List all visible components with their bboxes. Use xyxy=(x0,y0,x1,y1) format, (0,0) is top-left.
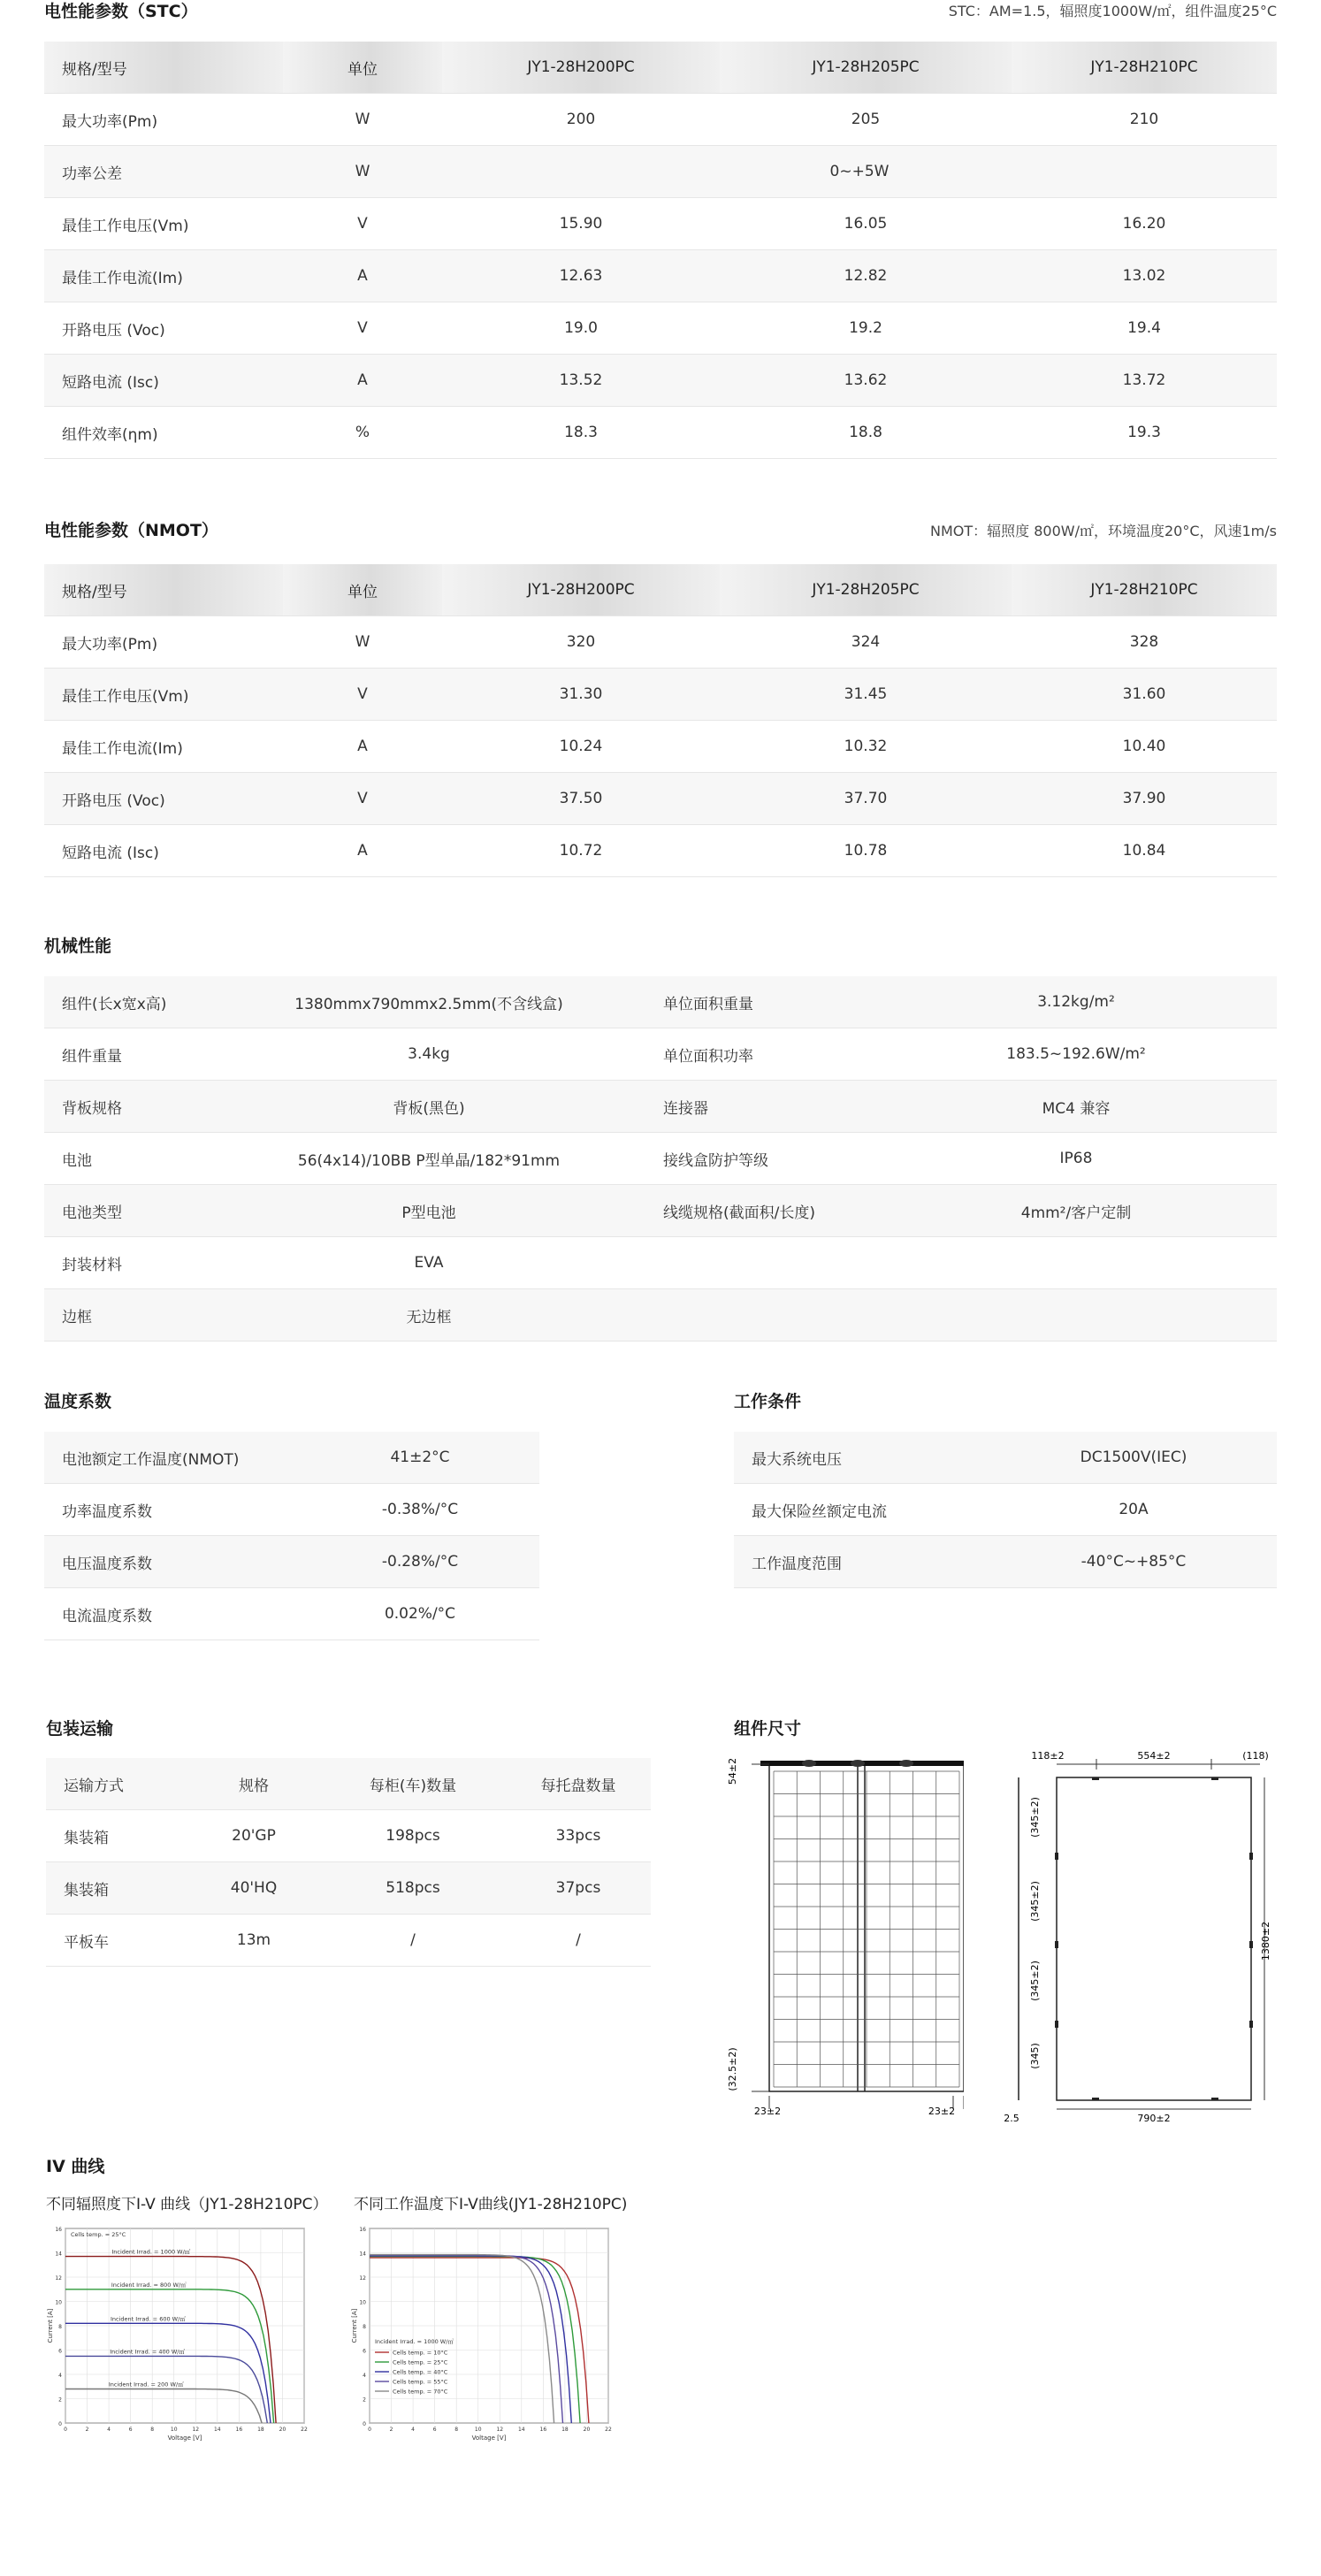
y-tick-label: 12 xyxy=(55,2275,62,2282)
table-cell: 10.84 xyxy=(1012,825,1277,877)
table-cell: 19.2 xyxy=(720,302,1012,355)
x-axis-label: Voltage [V] xyxy=(167,2435,202,2442)
x-tick-label: 4 xyxy=(107,2427,111,2433)
y-tick-label: 8 xyxy=(58,2324,62,2330)
table-row xyxy=(44,1432,539,1484)
table-cell: 16.05 xyxy=(720,198,1012,250)
table-row xyxy=(44,94,1277,146)
table-cell: 10.78 xyxy=(720,825,1012,877)
table-cell: / xyxy=(506,1915,651,1967)
table-cell: 20'GP xyxy=(187,1810,320,1862)
table-row xyxy=(44,721,1277,773)
y-tick-label: 10 xyxy=(55,2299,62,2306)
table-cell: / xyxy=(320,1915,506,1967)
table-cell: 200 xyxy=(442,94,720,146)
table-cell: 37.50 xyxy=(442,773,720,825)
table-row xyxy=(44,976,1277,1028)
table-cell: V xyxy=(283,669,442,721)
junction-box xyxy=(802,1760,816,1767)
table-row xyxy=(44,616,1277,669)
dim-bottom-left: 23±2 xyxy=(753,2106,782,2117)
stc-header-model-1: JY1-28H200PC xyxy=(442,42,720,94)
table-cell: 0.02%/°C xyxy=(301,1588,539,1640)
cell-grid xyxy=(774,1771,959,2087)
table-cell: 37.90 xyxy=(1012,773,1277,825)
table-cell: 封装材料 xyxy=(44,1237,212,1289)
y-tick-label: 2 xyxy=(363,2396,366,2404)
x-tick-label: 4 xyxy=(411,2427,416,2433)
table-cell: 10.32 xyxy=(720,721,1012,773)
table-cell: V xyxy=(283,198,442,250)
table-cell: 电流温度系数 xyxy=(44,1588,301,1640)
table-row xyxy=(46,1862,651,1915)
stc-title: 电性能参数（STC） xyxy=(44,2,198,21)
x-tick-label: 20 xyxy=(583,2427,591,2433)
stc-header-spec: 规格/型号 xyxy=(44,42,283,94)
table-cell: 56(4x14)/10BB P型单晶/182*91mm xyxy=(212,1133,645,1185)
table-cell: W xyxy=(283,146,442,198)
junction-box xyxy=(899,1760,913,1767)
x-tick-label: 14 xyxy=(213,2427,221,2433)
x-tick-label: 8 xyxy=(150,2427,155,2433)
table-cell: 324 xyxy=(720,616,1012,669)
dim-v4: (345) xyxy=(1029,2043,1041,2069)
dim-thickness: 2.5 xyxy=(1004,2113,1019,2124)
table-cell: 连接器 xyxy=(645,1081,875,1133)
x-axis-label: Voltage [V] xyxy=(471,2435,507,2442)
table-cell: 18.8 xyxy=(720,407,1012,459)
table-cell: 13.72 xyxy=(1012,355,1277,407)
chart-annotation: Incident Irrad. = 1000 W/㎡ xyxy=(375,2338,454,2345)
table-cell: 3.12kg/m² xyxy=(875,976,1277,1028)
table-cell: 最大功率(Pm) xyxy=(44,94,283,146)
table-cell: MC4 兼容 xyxy=(875,1081,1277,1133)
table-cell: 10.72 xyxy=(442,825,720,877)
dims-title: 组件尺寸 xyxy=(734,1719,802,1739)
table-cell: 12.82 xyxy=(720,250,1012,302)
x-tick-label: 6 xyxy=(128,2427,133,2433)
table-cell: % xyxy=(283,407,442,459)
table-row xyxy=(44,146,1277,198)
pack-header-method: 运输方式 xyxy=(46,1758,187,1810)
table-cell: 518pcs xyxy=(320,1862,506,1915)
series-label: Incident Irrad. = 400 W/㎡ xyxy=(110,2348,186,2356)
module-front-drawing xyxy=(725,1747,964,2118)
x-tick-label: 12 xyxy=(496,2427,504,2433)
table-cell: 边框 xyxy=(44,1289,212,1342)
legend-entry: Cells temp. = 70°C xyxy=(393,2388,448,2396)
table-row xyxy=(734,1484,1277,1536)
table-cell: 40'HQ xyxy=(187,1862,320,1915)
pack-table xyxy=(46,1758,651,1967)
nmot-header-model-2: JY1-28H205PC xyxy=(720,564,1012,616)
junction-box xyxy=(851,1760,865,1767)
table-cell: 开路电压 (Voc) xyxy=(44,302,283,355)
dim-top-right: (118) xyxy=(1242,1750,1269,1762)
table-cell: 单位面积重量 xyxy=(645,976,875,1028)
table-cell: 组件(长x宽x高) xyxy=(44,976,212,1028)
table-row xyxy=(46,1915,651,1967)
table-cell: 37.70 xyxy=(720,773,1012,825)
table-cell: IP68 xyxy=(875,1133,1277,1185)
table-row xyxy=(734,1432,1277,1484)
table-cell xyxy=(645,1289,875,1342)
table-cell: 集装箱 xyxy=(46,1810,187,1862)
table-cell: 13m xyxy=(187,1915,320,1967)
iv-chart-temperature xyxy=(350,2220,633,2458)
y-tick-label: 2 xyxy=(58,2396,62,2404)
table-cell: 电压温度系数 xyxy=(44,1536,301,1588)
table-cell: 电池类型 xyxy=(44,1185,212,1237)
chart2-title: 不同工作温度下I-V曲线(JY1-28H210PC) xyxy=(354,2196,628,2213)
table-cell: DC1500V(IEC) xyxy=(990,1432,1277,1484)
table-cell: -0.38%/°C xyxy=(301,1484,539,1536)
stc-header-model-2: JY1-28H205PC xyxy=(720,42,1012,94)
x-tick-label: 14 xyxy=(517,2427,525,2433)
table-cell: 198pcs xyxy=(320,1810,506,1862)
table-cell: 背板规格 xyxy=(44,1081,212,1133)
table-row xyxy=(44,198,1277,250)
y-tick-label: 6 xyxy=(363,2348,366,2355)
dim-v3: (345±2) xyxy=(1029,1961,1041,2001)
table-cell: 接线盒防护等级 xyxy=(645,1133,875,1185)
pack-header-row xyxy=(46,1758,651,1810)
table-cell xyxy=(875,1289,1277,1342)
nmot-header-row xyxy=(44,564,1277,616)
table-cell: 13.52 xyxy=(442,355,720,407)
table-cell: 最大保险丝额定电流 xyxy=(734,1484,990,1536)
table-row xyxy=(44,355,1277,407)
series-label: Incident Irrad. = 200 W/㎡ xyxy=(108,2381,184,2389)
table-cell xyxy=(645,1237,875,1289)
stc-table xyxy=(44,42,1277,459)
table-cell: 320 xyxy=(442,616,720,669)
table-cell: 18.3 xyxy=(442,407,720,459)
table-cell: 210 xyxy=(1012,94,1277,146)
table-cell: 平板车 xyxy=(46,1915,187,1967)
table-cell: 最佳工作电流(Im) xyxy=(44,721,283,773)
nmot-note: NMOT：辐照度 800W/㎡，环境温度20°C，风速1m/s xyxy=(929,523,1277,539)
temp-title: 温度系数 xyxy=(44,1392,112,1411)
dim-v1: (345±2) xyxy=(1029,1797,1041,1838)
table-cell: 电池 xyxy=(44,1133,212,1185)
table-cell: 33pcs xyxy=(506,1810,651,1862)
table-row xyxy=(44,1484,539,1536)
x-tick-label: 2 xyxy=(389,2427,393,2433)
table-cell: 183.5~192.6W/m² xyxy=(875,1028,1277,1081)
y-tick-label: 4 xyxy=(363,2373,366,2379)
table-cell: A xyxy=(283,721,442,773)
nmot-header-unit: 单位 xyxy=(283,564,442,616)
table-row xyxy=(44,1289,1277,1342)
table-cell: 最佳工作电压(Vm) xyxy=(44,669,283,721)
table-cell: V xyxy=(283,302,442,355)
dim-left-top: 54±2 xyxy=(727,1757,738,1785)
table-row xyxy=(44,669,1277,721)
iv-chart-irradiance xyxy=(46,2220,329,2458)
table-cell: 短路电流 (Isc) xyxy=(44,825,283,877)
pack-header-per-pallet: 每托盘数量 xyxy=(506,1758,651,1810)
table-row xyxy=(44,302,1277,355)
dim-bottom-right: 23±2 xyxy=(928,2106,956,2117)
table-cell: 10.24 xyxy=(442,721,720,773)
y-tick-label: 14 xyxy=(359,2251,366,2258)
table-row xyxy=(44,1133,1277,1185)
table-cell: V xyxy=(283,773,442,825)
dim-top-left: 118±2 xyxy=(1031,1750,1065,1762)
dim-bottom: 790±2 xyxy=(1137,2113,1171,2124)
work-table xyxy=(734,1432,1277,1588)
table-cell: A xyxy=(283,250,442,302)
x-tick-label: 16 xyxy=(235,2427,243,2433)
table-cell: 功率公差 xyxy=(44,146,283,198)
dim-top-mid: 554±2 xyxy=(1137,1750,1171,1762)
table-cell: 4mm²/客户定制 xyxy=(875,1185,1277,1237)
table-cell: 线缆规格(截面积/长度) xyxy=(645,1185,875,1237)
y-tick-label: 0 xyxy=(58,2421,62,2427)
x-tick-label: 18 xyxy=(257,2427,264,2433)
y-tick-label: 8 xyxy=(363,2324,366,2330)
table-cell: 无边框 xyxy=(212,1289,645,1342)
y-tick-label: 16 xyxy=(359,2227,366,2233)
table-cell: 最大功率(Pm) xyxy=(44,616,283,669)
table-cell: W xyxy=(283,616,442,669)
module-back-drawing xyxy=(999,1747,1273,2127)
x-tick-label: 2 xyxy=(85,2427,89,2433)
table-cell: 1380mmx790mmx2.5mm(不含线盒) xyxy=(212,976,645,1028)
nmot-header-model-1: JY1-28H200PC xyxy=(442,564,720,616)
x-tick-label: 8 xyxy=(454,2427,459,2433)
stc-header-unit: 单位 xyxy=(283,42,442,94)
table-cell: 开路电压 (Voc) xyxy=(44,773,283,825)
table-cell: 19.4 xyxy=(1012,302,1277,355)
pack-header-per-container: 每柜(车)数量 xyxy=(320,1758,506,1810)
nmot-title: 电性能参数（NMOT） xyxy=(44,521,218,540)
stc-header-row xyxy=(44,42,1277,94)
table-row xyxy=(44,773,1277,825)
table-cell: 37pcs xyxy=(506,1862,651,1915)
x-tick-label: 16 xyxy=(539,2427,547,2433)
mech-table xyxy=(44,976,1277,1342)
table-cell: P型电池 xyxy=(212,1185,645,1237)
y-axis-label: Current [A] xyxy=(47,2308,54,2343)
table-row xyxy=(46,1810,651,1862)
table-row xyxy=(734,1536,1277,1588)
table-cell: A xyxy=(283,825,442,877)
table-cell: 组件效率(ηm) xyxy=(44,407,283,459)
table-cell: 12.63 xyxy=(442,250,720,302)
table-cell: 31.45 xyxy=(720,669,1012,721)
x-tick-label: 0 xyxy=(368,2427,371,2433)
table-cell: 13.62 xyxy=(720,355,1012,407)
table-row xyxy=(44,1185,1277,1237)
pack-title: 包装运输 xyxy=(46,1719,114,1739)
y-tick-label: 16 xyxy=(55,2227,62,2233)
legend-entry: Cells temp. = 40°C xyxy=(393,2368,448,2376)
table-cell: 最佳工作电流(Im) xyxy=(44,250,283,302)
table-cell: 背板(黑色) xyxy=(212,1081,645,1133)
module-back-outline xyxy=(1057,1777,1251,2100)
table-cell: 组件重量 xyxy=(44,1028,212,1081)
chart1-title: 不同辐照度下I-V 曲线（JY1-28H210PC） xyxy=(46,2196,328,2213)
table-cell: 20A xyxy=(990,1484,1277,1536)
nmot-table xyxy=(44,564,1277,877)
legend-entry: Cells temp. = 25°C xyxy=(393,2358,448,2366)
y-tick-label: 6 xyxy=(58,2348,62,2355)
y-tick-label: 14 xyxy=(55,2251,62,2258)
table-cell: 功率温度系数 xyxy=(44,1484,301,1536)
table-cell: 19.0 xyxy=(442,302,720,355)
table-cell: 205 xyxy=(720,94,1012,146)
table-cell: 集装箱 xyxy=(46,1862,187,1915)
x-tick-label: 22 xyxy=(301,2427,308,2433)
table-cell: -40°C~+85°C xyxy=(990,1536,1277,1588)
table-row xyxy=(44,407,1277,459)
series-label: Incident Irrad. = 800 W/㎡ xyxy=(111,2281,187,2289)
table-row xyxy=(44,250,1277,302)
y-tick-label: 0 xyxy=(363,2421,366,2427)
table-row xyxy=(44,1237,1277,1289)
table-row xyxy=(44,1081,1277,1133)
table-cell: 电池额定工作温度(NMOT) xyxy=(44,1432,301,1484)
table-cell: 短路电流 (Isc) xyxy=(44,355,283,407)
nmot-header-model-3: JY1-28H210PC xyxy=(1012,564,1277,616)
dim-left-bottom: (32.5±2) xyxy=(727,2047,738,2091)
table-cell: 31.60 xyxy=(1012,669,1277,721)
table-cell: 工作温度范围 xyxy=(734,1536,990,1588)
series-label: Incident Irrad. = 1000 W/㎡ xyxy=(111,2248,191,2256)
table-cell: EVA xyxy=(212,1237,645,1289)
table-row xyxy=(44,1536,539,1588)
x-tick-label: 18 xyxy=(561,2427,569,2433)
y-axis-label: Current [A] xyxy=(351,2308,358,2343)
iv-title: IV 曲线 xyxy=(46,2157,105,2176)
x-tick-label: 22 xyxy=(605,2427,612,2433)
table-cell: 16.20 xyxy=(1012,198,1277,250)
pack-header-spec: 规格 xyxy=(187,1758,320,1810)
stc-note: STC：AM=1.5，辐照度1000W/㎡，组件温度25°C xyxy=(948,3,1277,19)
table-row xyxy=(44,1028,1277,1081)
legend-entry: Cells temp. = 55°C xyxy=(393,2378,448,2386)
dim-v2: (345±2) xyxy=(1029,1881,1041,1922)
table-cell: 0~+5W xyxy=(442,146,1277,198)
table-cell: 最大系统电压 xyxy=(734,1432,990,1484)
x-tick-label: 10 xyxy=(170,2427,178,2433)
x-tick-label: 6 xyxy=(432,2427,437,2433)
temp-table xyxy=(44,1432,539,1640)
table-cell: -0.28%/°C xyxy=(301,1536,539,1588)
table-cell: A xyxy=(283,355,442,407)
x-tick-label: 10 xyxy=(474,2427,482,2433)
table-cell: 328 xyxy=(1012,616,1277,669)
y-tick-label: 12 xyxy=(359,2275,366,2282)
table-cell: 单位面积功率 xyxy=(645,1028,875,1081)
nmot-header-spec: 规格/型号 xyxy=(44,564,283,616)
chart-annotation: Cells temp. = 25°C xyxy=(71,2231,126,2238)
table-cell xyxy=(875,1237,1277,1289)
legend-entry: Cells temp. = 10°C xyxy=(393,2349,448,2357)
table-cell: 最佳工作电压(Vm) xyxy=(44,198,283,250)
table-cell: 41±2°C xyxy=(301,1432,539,1484)
table-cell: 15.90 xyxy=(442,198,720,250)
table-cell: W xyxy=(283,94,442,146)
mech-title: 机械性能 xyxy=(44,936,112,956)
dim-right: 1380±2 xyxy=(1260,1921,1271,1961)
y-tick-label: 4 xyxy=(58,2373,62,2379)
x-tick-label: 20 xyxy=(279,2427,286,2433)
y-tick-label: 10 xyxy=(359,2299,366,2306)
series-label: Incident Irrad. = 600 W/㎡ xyxy=(111,2315,186,2323)
table-cell: 19.3 xyxy=(1012,407,1277,459)
x-tick-label: 12 xyxy=(192,2427,200,2433)
stc-header-model-3: JY1-28H210PC xyxy=(1012,42,1277,94)
table-cell: 13.02 xyxy=(1012,250,1277,302)
table-cell: 10.40 xyxy=(1012,721,1277,773)
table-cell: 31.30 xyxy=(442,669,720,721)
table-row xyxy=(44,1588,539,1640)
table-cell: 3.4kg xyxy=(212,1028,645,1081)
table-row xyxy=(44,825,1277,877)
x-tick-label: 0 xyxy=(64,2427,67,2433)
work-title: 工作条件 xyxy=(734,1392,802,1411)
